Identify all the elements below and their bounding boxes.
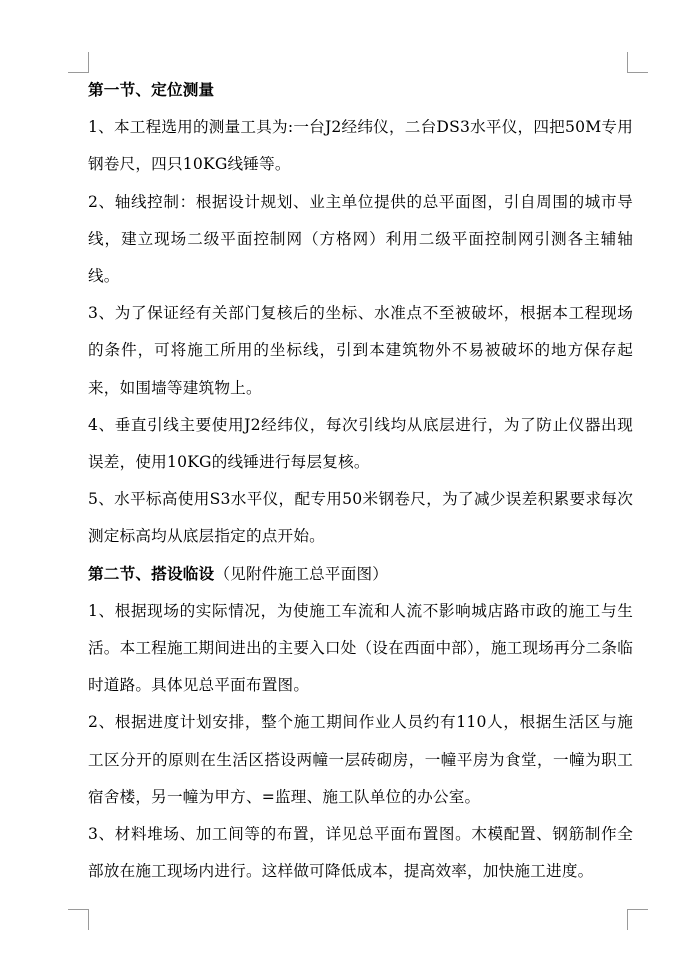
paragraph: 1、本工程选用的测量工具为:一台J2经纬仪，二台DS3水平仪，四把50M专用钢卷尺，四只10KG线锤等。 <box>88 118 633 174</box>
document-body <box>88 72 633 890</box>
paragraph: 2、轴线控制：根据设计规划、业主单位提供的总平面图，引自周围的城市导线，建立现场二级平面控制网（方格网）利用二级平面控制网引测各主辅轴线。 <box>88 192 633 286</box>
section-heading-text: 第二节、搭设临设 <box>88 564 215 583</box>
paragraph: 1、根据现场的实际情况，为使施工车流和人流不影响城店路市政的施工与生活。本工程施工期间进出的主要入口处（设在西面中部），施工现场再分二条临时道路。具体见总平面布置图。 <box>88 601 633 695</box>
page-corner-mark-bottom-left <box>68 909 89 930</box>
paragraph: 3、材料堆场、加工间等的布置，详见总平面布置图。木模配置、钢筋制作全部放在施工现场内进行。这样做可降低成本，提高效率，加快施工进度。 <box>88 825 633 881</box>
section-heading-text: 第一节、定位测量 <box>88 81 215 99</box>
paragraph: 2、根据进度计划安排，整个施工期间作业人员约有110人，根据生活区与施工区分开的原则在生活区搭设两幢一层砖砌房，一幢平房为食堂，一幢为职工宿舍楼，另一幢为甲方、=监理、施工队单位的办公室。 <box>88 713 633 806</box>
section-heading-note: （见附件施工总平面图） <box>214 564 389 583</box>
section-heading <box>88 72 633 109</box>
paragraph: 3、为了保证经有关部门复核后的坐标、水准点不至被破坏，根据本工程现场的条件，可将施工所用的坐标线，引到本建筑物外不易被破坏的地方保存起来，如围墙等建筑物上。 <box>88 304 633 397</box>
section-heading <box>88 556 633 593</box>
paragraph: 5、水平标高使用S3水平仪，配专用50米钢卷尺，为了减少误差积累要求每次测定标高均从底层指定的点开始。 <box>88 490 633 546</box>
page-corner-mark-top-left <box>68 52 89 73</box>
page-corner-mark-bottom-right <box>627 909 648 930</box>
paragraph: 4、垂直引线主要使用J2经纬仪，每次引线均从底层进行，为了防止仪器出现误差，使用10KG的线锤进行每层复核。 <box>88 415 633 472</box>
page-corner-mark-top-right <box>627 52 648 73</box>
